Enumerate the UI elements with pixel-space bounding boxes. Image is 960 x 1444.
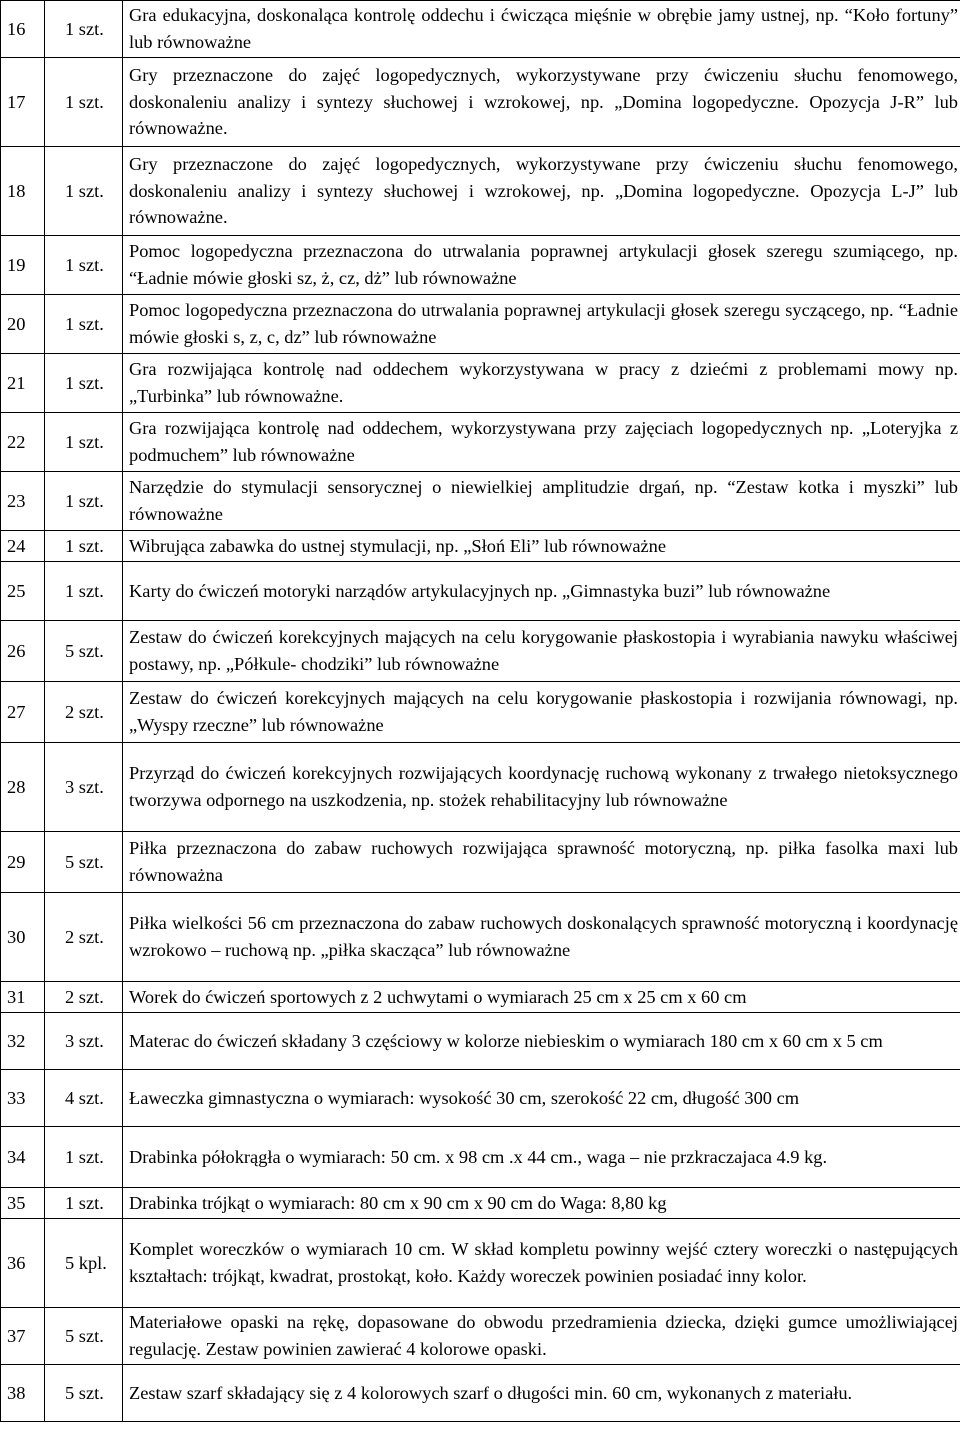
table-row	[1, 472, 960, 531]
item-description: Narzędzie do stymulacji sensorycznej o niewielkiej amplitudzie drgań, np. “Zestaw kotka i myszki” lub równoważne	[123, 472, 960, 531]
table-row	[1, 1188, 960, 1219]
item-quantity: 1 szt.	[45, 1, 123, 58]
item-description: Gry przeznaczone do zajęć logopedycznych, wykorzystywane przy ćwiczeniu słuchu fenomowego, doskonaleniu analizy i syntezy słuchowej i wzrokowej, np. „Domina logopedyczne. Opozycja J-R” lub równoważne.	[123, 58, 960, 147]
item-number: 19	[1, 236, 45, 295]
table-row	[1, 893, 960, 982]
item-number: 26	[1, 621, 45, 682]
table-row	[1, 58, 960, 147]
table-row	[1, 531, 960, 562]
item-number: 38	[1, 1365, 45, 1422]
item-quantity: 1 szt.	[45, 531, 123, 562]
item-number: 32	[1, 1013, 45, 1070]
item-quantity: 3 szt.	[45, 743, 123, 832]
table-row	[1, 413, 960, 472]
table-row	[1, 832, 960, 893]
item-number: 16	[1, 1, 45, 58]
item-number: 31	[1, 982, 45, 1013]
item-description: Przyrząd do ćwiczeń korekcyjnych rozwijających koordynację ruchową wykonany z trwałego nietoksycznego tworzywa odpornego na uszkodzenia, np. stożek rehabilitacyjny lub równoważne	[123, 743, 960, 832]
item-number: 25	[1, 562, 45, 621]
table-row	[1, 147, 960, 236]
table-row	[1, 1070, 960, 1127]
item-description: Wibrująca zabawka do ustnej stymulacji, np. „Słoń Eli” lub równoważne	[123, 531, 960, 562]
item-description: Piłka przeznaczona do zabaw ruchowych rozwijająca sprawność motoryczną, np. piłka fasolka maxi lub równoważna	[123, 832, 960, 893]
item-number: 30	[1, 893, 45, 982]
item-quantity: 1 szt.	[45, 236, 123, 295]
item-number: 37	[1, 1308, 45, 1365]
item-description: Komplet woreczków o wymiarach 10 cm. W skład kompletu powinny wejść cztery woreczki o następujących kształtach: trójkąt, kwadrat, prostokąt, koło. Każdy woreczek powinien posiadać inny kolor.	[123, 1219, 960, 1308]
item-quantity: 1 szt.	[45, 413, 123, 472]
item-quantity: 1 szt.	[45, 295, 123, 354]
table-row	[1, 1, 960, 58]
item-number: 28	[1, 743, 45, 832]
item-description: Gra edukacyjna, doskonaląca kontrolę oddechu i ćwicząca mięśnie w obrębie jamy ustnej, np. “Koło fortuny” lub równoważne	[123, 1, 960, 58]
item-description: Materiałowe opaski na rękę, dopasowane do obwodu przedramienia dziecka, dzięki gumce umożliwiającej regulację. Zestaw powinien zawierać 4 kolorowe opaski.	[123, 1308, 960, 1365]
item-number: 23	[1, 472, 45, 531]
item-quantity: 2 szt.	[45, 982, 123, 1013]
item-number: 34	[1, 1127, 45, 1188]
item-description: Worek do ćwiczeń sportowych z 2 uchwytami o wymiarach 25 cm x 25 cm x 60 cm	[123, 982, 960, 1013]
item-description: Drabinka trójkąt o wymiarach: 80 cm x 90 cm x 90 cm do Waga: 8,80 kg	[123, 1188, 960, 1219]
table-row	[1, 982, 960, 1013]
item-number: 22	[1, 413, 45, 472]
item-quantity: 5 szt.	[45, 1365, 123, 1422]
item-number: 24	[1, 531, 45, 562]
item-description: Karty do ćwiczeń motoryki narządów artykulacyjnych np. „Gimnastyka buzi” lub równoważne	[123, 562, 960, 621]
item-quantity: 2 szt.	[45, 682, 123, 743]
item-number: 21	[1, 354, 45, 413]
item-quantity: 1 szt.	[45, 147, 123, 236]
item-quantity: 1 szt.	[45, 58, 123, 147]
item-quantity: 5 szt.	[45, 621, 123, 682]
table-row	[1, 295, 960, 354]
item-number: 29	[1, 832, 45, 893]
table-row	[1, 354, 960, 413]
item-quantity: 5 kpl.	[45, 1219, 123, 1308]
table-row	[1, 1365, 960, 1422]
item-number: 20	[1, 295, 45, 354]
table-row	[1, 1013, 960, 1070]
item-quantity: 1 szt.	[45, 562, 123, 621]
item-description: Ławeczka gimnastyczna o wymiarach: wysokość 30 cm, szerokość 22 cm, długość 300 cm	[123, 1070, 960, 1127]
table-row	[1, 682, 960, 743]
table-row	[1, 621, 960, 682]
item-description: Gry przeznaczone do zajęć logopedycznych, wykorzystywane przy ćwiczeniu słuchu fenomowego, doskonaleniu analizy i syntezy słuchowej i wzrokowej, np. „Domina logopedyczne. Opozycja L-J” lub równoważne.	[123, 147, 960, 236]
item-number: 33	[1, 1070, 45, 1127]
item-quantity: 1 szt.	[45, 354, 123, 413]
item-quantity: 2 szt.	[45, 893, 123, 982]
item-quantity: 5 szt.	[45, 832, 123, 893]
item-description: Zestaw do ćwiczeń korekcyjnych mających na celu korygowanie płaskostopia i wyrabiania nawyku właściwej postawy, np. „Półkule- chodziki” lub równoważne	[123, 621, 960, 682]
item-number: 17	[1, 58, 45, 147]
item-description: Pomoc logopedyczna przeznaczona do utrwalania poprawnej artykulacji głosek szeregu syczącego, np. “Ładnie mówie głoski s, z, c, dz” lub równoważne	[123, 295, 960, 354]
item-quantity: 1 szt.	[45, 1188, 123, 1219]
item-description: Zestaw do ćwiczeń korekcyjnych mających na celu korygowanie płaskostopia i rozwijania równowagi, np. „Wyspy rzeczne” lub równoważne	[123, 682, 960, 743]
item-quantity: 4 szt.	[45, 1070, 123, 1127]
item-description: Gra rozwijająca kontrolę nad oddechem wykorzystywana w pracy z dziećmi z problemami mowy np. „Turbinka” lub równoważne.	[123, 354, 960, 413]
item-quantity: 1 szt.	[45, 1127, 123, 1188]
table-row	[1, 562, 960, 621]
item-description: Pomoc logopedyczna przeznaczona do utrwalania poprawnej artykulacji głosek szeregu szumiącego, np. “Ładnie mówie głoski sz, ż, cz, dż” lub równoważne	[123, 236, 960, 295]
table-row	[1, 1308, 960, 1365]
item-description: Drabinka półokrągła o wymiarach: 50 cm. x 98 cm .x 44 cm., waga – nie przkraczajaca 4.9 kg.	[123, 1127, 960, 1188]
table-row	[1, 1219, 960, 1308]
item-description: Zestaw szarf składający się z 4 kolorowych szarf o długości min. 60 cm, wykonanych z materiału.	[123, 1365, 960, 1422]
item-quantity: 1 szt.	[45, 472, 123, 531]
item-quantity: 3 szt.	[45, 1013, 123, 1070]
item-number: 18	[1, 147, 45, 236]
item-number: 27	[1, 682, 45, 743]
item-number: 35	[1, 1188, 45, 1219]
table-body	[1, 1, 960, 1422]
item-number: 36	[1, 1219, 45, 1308]
table-row	[1, 236, 960, 295]
table-row	[1, 1127, 960, 1188]
item-description: Piłka wielkości 56 cm przeznaczona do zabaw ruchowych doskonalących sprawność motoryczną i koordynację wzrokowo – ruchową np. „piłka skacząca” lub równoważne	[123, 893, 960, 982]
table-row	[1, 743, 960, 832]
item-quantity: 5 szt.	[45, 1308, 123, 1365]
item-description: Gra rozwijająca kontrolę nad oddechem, wykorzystywana przy zajęciach logopedycznych np. „Loteryjka z podmuchem” lub równoważne	[123, 413, 960, 472]
item-description: Materac do ćwiczeń składany 3 częściowy w kolorze niebieskim o wymiarach 180 cm x 60 cm x 5 cm	[123, 1013, 960, 1070]
